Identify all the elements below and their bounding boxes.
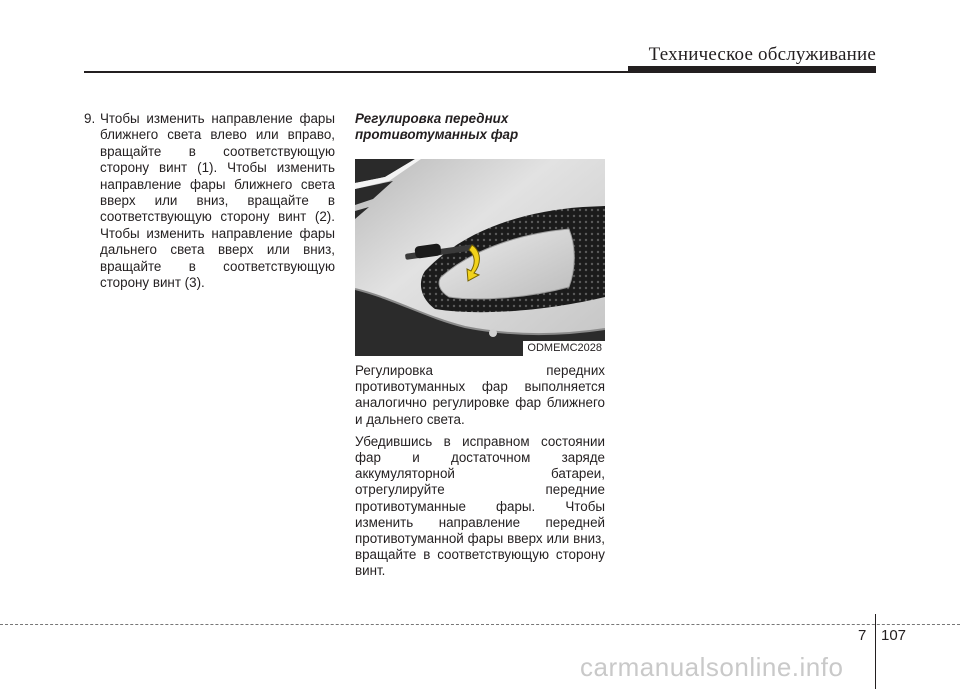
paragraph-1: Регулировка передних противотуманных фар выполняется аналогично регулировке фар ближнего и дальнего света. xyxy=(355,363,605,427)
right-column xyxy=(355,111,605,580)
fog-lamp-figure xyxy=(355,159,605,356)
parking-sensor xyxy=(489,329,497,337)
watermark: carmanualsonline.info xyxy=(580,652,844,682)
figure-code-label: ODMEMC2028 xyxy=(523,341,605,356)
chapter-number: 7 xyxy=(858,627,867,644)
fog-lamp-photo xyxy=(355,159,605,356)
paragraph-2: Убедившись в исправном состоянии фар и достаточном заряде аккумуляторной батареи, отрегулируйте передние противотуманные фары. Чтобы изменить направление передней противотуманной фары вверх или вниз, вращайте в соответствующую сторону винт. xyxy=(355,433,605,579)
page-header-title: Техническое обслуживание xyxy=(648,44,876,65)
item-text: Чтобы изменить направление фары ближнего света влево или вправо, вращайте в соответствующую сторону винт (1). Чтобы изменить направление фары ближнего света вверх или вниз, вращайте в соответствующую сторону винт (2). Чтобы изменить направление фары дальнего света вверх или вниз, вращайте в соответствующую сторону винт (3). xyxy=(100,111,335,291)
header-rule-thin xyxy=(84,71,630,73)
left-column xyxy=(84,111,335,291)
section-heading: Регулировка передних противотуманных фар xyxy=(355,111,519,142)
numbered-item-9 xyxy=(84,111,335,291)
page-number: 107 xyxy=(881,627,907,644)
header-rule-thick xyxy=(628,66,876,73)
footer-dash-line xyxy=(0,624,960,625)
footer-vertical-line xyxy=(875,614,876,689)
item-number: 9. xyxy=(84,111,96,126)
